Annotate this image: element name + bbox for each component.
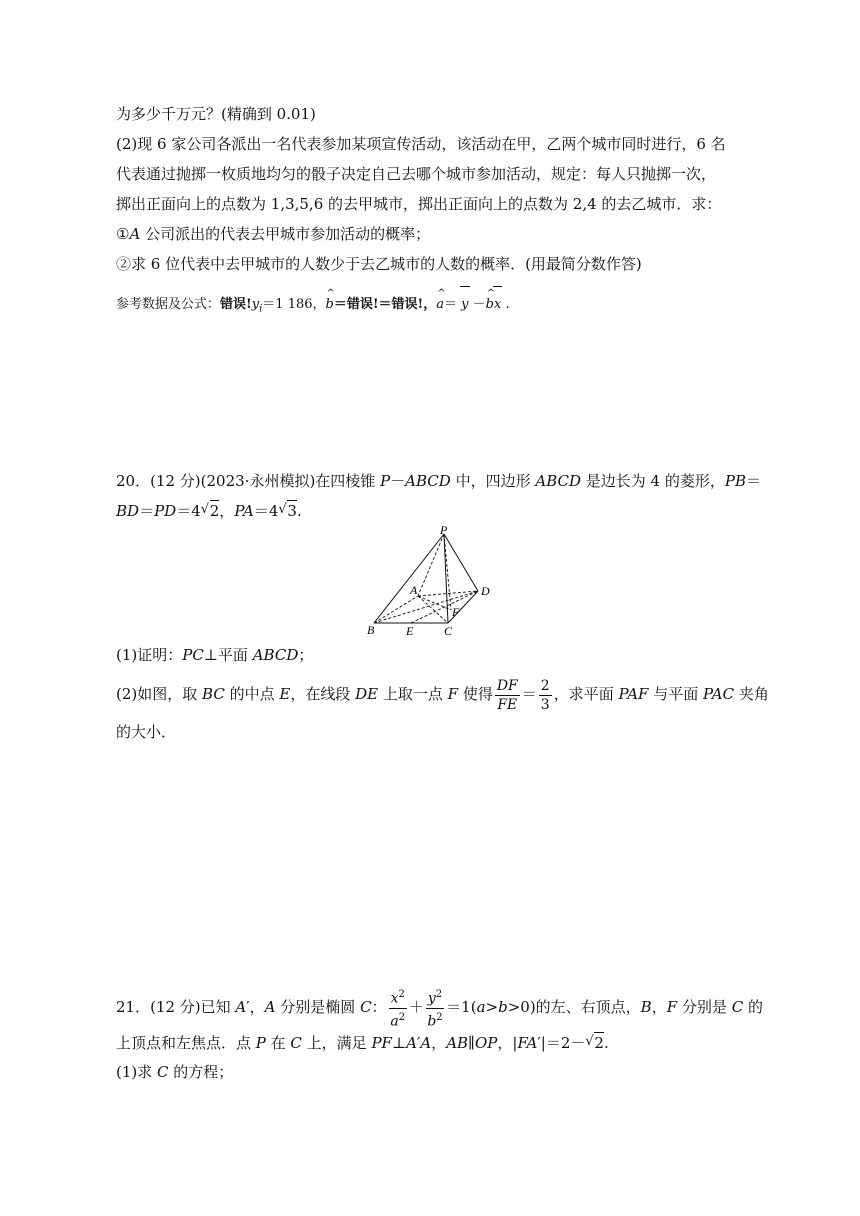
q21-text: ⊥ [391, 1034, 407, 1052]
q20-part-1 [116, 645, 313, 665]
q20-var: BC [202, 685, 225, 703]
ref-b-hat: ^ b [326, 295, 334, 315]
radical-sign: √ [585, 1034, 594, 1049]
q20-text: 是边长为 4 的菱形， [581, 472, 725, 490]
ref-error-2: ＝错误!＝错误!， [333, 297, 437, 312]
q21-text: 的方程； [168, 1063, 234, 1081]
ref-b-hat-2: ^ b [486, 295, 494, 315]
q20-line-2 [116, 501, 302, 521]
q21-text: ′ [416, 1034, 421, 1052]
q21-var: PF [371, 1034, 392, 1052]
q21-var: C [360, 998, 372, 1017]
q20-var: PC [182, 646, 204, 664]
q21-text: ′|＝2－ [537, 1034, 586, 1052]
q20-text: 夹角 [734, 685, 769, 703]
ref-minus: － [468, 297, 486, 312]
label-b: B [367, 623, 375, 637]
edge-ab [374, 596, 418, 623]
fraction-denominator [426, 1009, 444, 1031]
q20-text: 上取一点 [378, 685, 448, 703]
q21-var: B [640, 998, 652, 1017]
q20-var: PAF [618, 685, 649, 703]
ref-end: . [501, 297, 510, 312]
q19-reference-formula [116, 295, 510, 320]
var-y: y [427, 990, 436, 1007]
q21-text: 分别是 [677, 998, 732, 1017]
q21-text: ＝1( [446, 998, 477, 1017]
q20-var: P [380, 472, 391, 490]
q20-var: ABCD [405, 472, 451, 490]
q21-text: ， [431, 1034, 447, 1052]
q20-var: PA [234, 502, 254, 520]
q20-text: 的中点 [224, 685, 280, 703]
pyramid-figure [360, 524, 500, 642]
q19-line-6: ②求 6 位代表中去甲城市的人数少于去乙城市的人数的概率．(用最简分数作答) [116, 255, 642, 273]
q20-var: BD [116, 502, 140, 520]
label-c: C [444, 624, 453, 638]
q21-text: ， [651, 998, 667, 1017]
ref-eq1: ＝1 186， [262, 297, 326, 312]
q20-text: ，求平面 [553, 685, 619, 703]
label-d: D [481, 584, 490, 598]
var-x: x [390, 990, 399, 1007]
q21-var: A [420, 1034, 432, 1052]
q19-line-5 [116, 224, 430, 244]
q20-line-1 [116, 471, 761, 491]
q21-var: FA [517, 1034, 538, 1052]
q19-line-1: 为多少千万元？(精确到 0.01) [116, 105, 316, 123]
q20-var: PD [154, 502, 177, 520]
exponent: 2 [398, 989, 405, 1000]
q21-text: 上，满足 [301, 1034, 372, 1052]
q20-text: ＝ [745, 472, 761, 490]
fraction-denominator [389, 1009, 407, 1031]
q21-var: C [731, 998, 744, 1017]
q20-var: DE [355, 685, 379, 703]
sqrt-2 [201, 502, 220, 520]
exponent: 2 [435, 989, 443, 1000]
var-a: a [390, 1013, 399, 1030]
q21-var: C [157, 1063, 169, 1081]
q21-text: . [603, 1034, 609, 1052]
ref-i: i [259, 303, 263, 315]
q21-text: 在 [265, 1034, 291, 1052]
ref-a-hat: ^ a [436, 295, 444, 315]
radicand: 3 [287, 502, 297, 520]
label-a: A [410, 583, 418, 597]
q21-part-1 [116, 1062, 233, 1082]
q20-text: 与平面 [648, 685, 704, 703]
sqrt-3 [278, 502, 297, 520]
ref-eq2: ＝ [444, 297, 462, 312]
fraction-y2-b2 [426, 986, 444, 1030]
q20-text: ＝ [521, 685, 537, 703]
label-p: P [440, 524, 448, 537]
circled-one: ① [116, 225, 130, 243]
q21-var: A [264, 998, 276, 1017]
radical-sign: √ [200, 502, 210, 517]
q20-text: － [390, 472, 406, 490]
radicand: 2 [594, 1034, 604, 1052]
q21-text: ，| [497, 1034, 518, 1052]
ref-y: y [251, 297, 260, 312]
q20-var: PAC [703, 685, 735, 703]
edge-pc [444, 534, 448, 623]
q21-text: ′， [246, 998, 265, 1017]
label-e: E [406, 624, 414, 638]
q20-text: 20．(12 分)(2023·永州模拟)在四棱锥 [116, 472, 381, 490]
q20-var: ABCD [252, 646, 299, 664]
q20-var: ABCD [535, 472, 581, 490]
q20-text: ＝4 [253, 502, 279, 520]
q21-line-2 [116, 1033, 609, 1053]
edge-ac [418, 596, 448, 623]
q20-part-2 [116, 675, 769, 714]
q20-text: 使得 [458, 685, 493, 703]
q20-text: ，在线段 [290, 685, 356, 703]
q19-line-4: 掷出正面向上的点数为 1,3,5,6 的去甲城市，掷出正面向上的点数为 2,4 的去乙城市．求： [116, 195, 722, 213]
q21-text: (1)求 [116, 1063, 158, 1081]
q21-var: OP [474, 1034, 498, 1052]
q21-var: b [498, 998, 508, 1017]
fraction-df-fe [495, 677, 520, 714]
q21-text: 上顶点和左焦点．点 [116, 1034, 256, 1052]
q20-var: E [279, 685, 291, 703]
q21-text: 分别是椭圆 [275, 998, 361, 1017]
q19-line-5-text: 公司派出的代表去甲城市参加活动的概率； [140, 225, 431, 243]
q21-var: a [476, 998, 486, 1017]
q20-var: F [447, 685, 459, 703]
q20-text: . [296, 502, 302, 520]
ref-y-bar: y [461, 295, 468, 315]
q21-var: AB [446, 1034, 469, 1052]
q20-text: (1)证明： [116, 646, 183, 664]
edge-pf [444, 534, 451, 610]
fraction-numerator: 2 [540, 677, 550, 694]
ref-x-bar: x [494, 295, 501, 315]
label-f: F [452, 605, 460, 619]
var-b: b [427, 1013, 437, 1030]
q20-text: ＝4 [176, 502, 201, 520]
radical-sign: √ [278, 502, 287, 517]
fraction-two-thirds [539, 677, 552, 714]
q20-text: (2)如图，取 [116, 685, 203, 703]
fraction-numerator [426, 986, 444, 1009]
exponent: 2 [436, 1011, 443, 1023]
q21-var: P [255, 1034, 266, 1052]
q21-text: > [485, 998, 499, 1017]
fraction-numerator: DF [496, 677, 518, 694]
q21-text: 的 [743, 998, 763, 1017]
q21-var: A [406, 1034, 417, 1052]
fraction-denominator: 3 [540, 696, 550, 713]
q21-line-1 [116, 986, 763, 1030]
q21-text: >0)的左、右顶点， [507, 998, 641, 1017]
q21-var: C [290, 1034, 302, 1052]
q21-var: F [666, 998, 678, 1017]
edge-de [411, 591, 478, 623]
edge-pa [418, 534, 444, 596]
q21-text: ∥ [468, 1034, 475, 1052]
exponent: 2 [398, 1011, 406, 1023]
sqrt-2-q21 [585, 1034, 604, 1052]
edge-ad [418, 591, 478, 596]
fraction-denominator: FE [497, 696, 518, 713]
q21-text: 21．(12 分)已知 [116, 998, 236, 1017]
q20-text: ⊥平面 [203, 646, 253, 664]
q19-line-2: (2)现 6 家公司各派出一名代表参加某项宣传活动，该活动在甲，乙两个城市同时进行，6 名 [116, 135, 726, 153]
q21-var: A [235, 998, 247, 1017]
q21-text: ： [371, 998, 387, 1017]
q20-part-2-line-2: 的大小． [116, 723, 177, 741]
company-a: A [129, 225, 141, 243]
edge-pd [444, 534, 478, 591]
q21-text: ＋ [408, 998, 424, 1017]
ref-label: 参考数据及公式： [116, 297, 221, 312]
q20-var: PB [724, 472, 746, 490]
fraction-x2-a2 [389, 986, 407, 1030]
q20-text: 中，四边形 [450, 472, 536, 490]
q20-text: ， [219, 502, 235, 520]
ref-error-1: 错误! [220, 297, 252, 312]
q20-text: ＝ [139, 502, 155, 520]
q20-text: ； [298, 646, 314, 664]
fraction-numerator [389, 986, 407, 1009]
radicand: 2 [209, 502, 220, 520]
q19-line-3: 代表通过抛掷一枚质地均匀的骰子决定自己去哪个城市参加活动，规定：每人只抛掷一次， [116, 165, 717, 183]
